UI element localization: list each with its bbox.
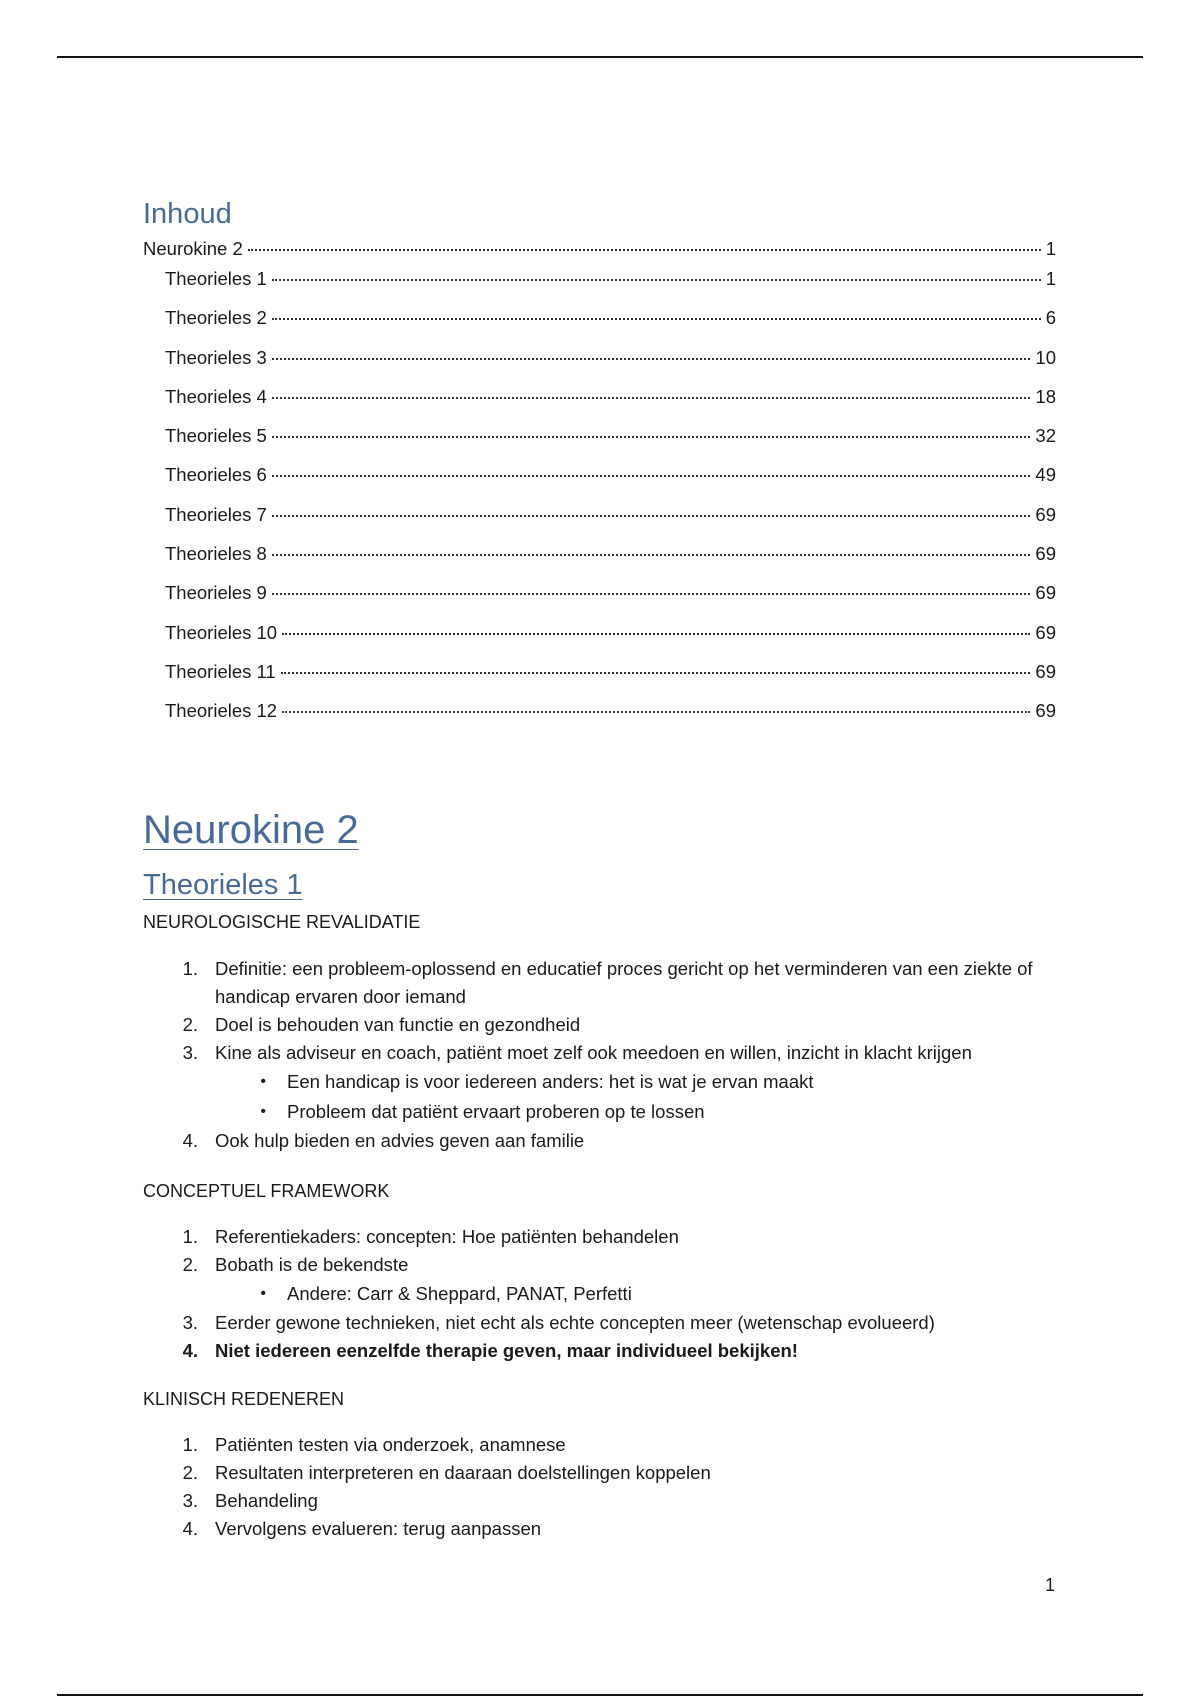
- document-heading-2: Theorieles 1: [143, 869, 303, 901]
- toc-entry-title: Theorieles 11: [165, 660, 276, 682]
- section-label: NEUROLOGISCHE REVALIDATIE: [143, 912, 421, 932]
- bullet-text: Andere: Carr & Sheppard, PANAT, Perfetti: [287, 1283, 632, 1304]
- toc-leader: [281, 672, 1031, 674]
- toc-entry-title: Theorieles 1: [165, 268, 267, 289]
- toc-entry-title: Theorieles 12: [165, 700, 278, 722]
- toc-entry-page: 69: [1035, 543, 1056, 565]
- toc-entry-title: Theorieles 9: [165, 582, 267, 604]
- toc-entry[interactable]: [143, 425, 1056, 464]
- list-text: Resultaten interpreteren en daaraan doelstellingen koppelen: [215, 1462, 711, 1483]
- list-text: Definitie: een probleem-oplossend en educatief proces gericht op het verminderen van een ziekte of handicap ervaren door iemand: [215, 958, 1033, 1007]
- toc-entry-title: Theorieles 5: [165, 425, 267, 447]
- document-heading-1: Neurokine 2: [143, 808, 359, 852]
- toc-entry-page: 10: [1035, 346, 1056, 368]
- list-number: 4.: [182, 1518, 198, 1539]
- toc-leader: [272, 358, 1031, 360]
- toc-entry-page: 18: [1035, 385, 1056, 407]
- toc-leader: [272, 593, 1031, 595]
- toc-entry[interactable]: [143, 700, 1056, 739]
- page-top-rule: [57, 56, 1143, 58]
- toc-entry[interactable]: [143, 582, 1056, 621]
- list-item: [143, 955, 1083, 1011]
- bullet-item: [143, 1067, 1083, 1097]
- toc-leader: [248, 249, 1041, 251]
- list-item: [143, 1251, 1083, 1279]
- list-text: Referentiekaders: concepten: Hoe patiënten behandelen: [215, 1226, 679, 1247]
- toc-entry-page: 69: [1035, 700, 1056, 722]
- toc-entry[interactable]: [143, 347, 1056, 386]
- bullet-text: Een handicap is voor iedereen anders: het is wat je ervan maakt: [287, 1071, 814, 1092]
- toc-leader: [282, 711, 1030, 713]
- bullet-icon: •: [260, 1073, 266, 1090]
- toc-entry-page: 69: [1035, 621, 1056, 643]
- toc-entry[interactable]: [143, 268, 1056, 307]
- list-number: 1.: [182, 958, 198, 979]
- toc-leader: [272, 554, 1031, 556]
- list-number: 4.: [182, 1340, 198, 1361]
- list-item: [143, 1487, 1083, 1515]
- numbered-list: [143, 1223, 1083, 1365]
- list-number: 3.: [182, 1490, 198, 1511]
- toc-entry[interactable]: [143, 307, 1056, 346]
- list-text: Bobath is de bekendste: [215, 1254, 409, 1275]
- list-number: 1.: [182, 1434, 198, 1455]
- toc-entry-page: 1: [1045, 238, 1056, 259]
- toc-entry-title: Theorieles 3: [165, 346, 267, 368]
- toc-leader: [272, 318, 1041, 320]
- list-text: Kine als adviseur en coach, patiënt moet zelf ook meedoen en willen, inzicht in klacht krijgen: [215, 1042, 972, 1063]
- toc-entry-page: 69: [1035, 582, 1056, 604]
- list-text: Behandeling: [215, 1490, 318, 1511]
- toc-entry-title: Theorieles 2: [165, 307, 267, 329]
- list-number: 2.: [182, 1254, 198, 1275]
- toc-entry[interactable]: [143, 504, 1056, 543]
- list-item: [143, 1309, 1083, 1337]
- toc-entry[interactable]: [143, 386, 1056, 425]
- section-label: CONCEPTUEL FRAMEWORK: [143, 1181, 390, 1201]
- toc-leader: [272, 397, 1031, 399]
- list-text: Niet iedereen eenzelfde therapie geven, maar individueel bekijken!: [215, 1340, 798, 1361]
- list-item: [143, 1431, 1083, 1459]
- list-number: 2.: [182, 1462, 198, 1483]
- list-item: [143, 1459, 1083, 1487]
- list-item: [143, 1011, 1083, 1039]
- toc-leader: [272, 279, 1041, 281]
- section-label: KLINISCH REDENEREN: [143, 1389, 345, 1409]
- toc-entry[interactable]: [143, 661, 1056, 700]
- list-number: 1.: [182, 1226, 198, 1247]
- numbered-list: [143, 1431, 1083, 1543]
- list-item: [143, 1515, 1083, 1543]
- toc-entry-page: 6: [1045, 307, 1056, 329]
- toc-entry-title: Theorieles 8: [165, 543, 267, 565]
- table-of-contents: [143, 238, 1056, 740]
- toc-entry-page: 49: [1035, 464, 1056, 486]
- list-number: 4.: [182, 1130, 198, 1151]
- list-item: [143, 1223, 1083, 1251]
- list-text: Vervolgens evalueren: terug aanpassen: [215, 1518, 542, 1539]
- toc-leader: [272, 515, 1031, 517]
- toc-entry-title: Theorieles 6: [165, 464, 267, 486]
- bullet-icon: •: [260, 1103, 266, 1120]
- bullet-item: [143, 1279, 1083, 1309]
- toc-entry[interactable]: [143, 464, 1056, 503]
- toc-entry-page: 69: [1035, 503, 1056, 525]
- toc-entry[interactable]: [143, 622, 1056, 661]
- toc-leader: [282, 633, 1030, 635]
- toc-entry-title: Theorieles 7: [165, 503, 267, 525]
- numbered-list: [143, 955, 1083, 1155]
- toc-entry-page: 69: [1035, 660, 1056, 682]
- bullet-icon: •: [260, 1285, 266, 1302]
- page-bottom-rule: [57, 1694, 1143, 1696]
- page-number: 1: [1044, 1575, 1055, 1595]
- toc-leader: [272, 436, 1031, 438]
- list-text: Ook hulp bieden en advies geven aan familie: [215, 1130, 585, 1151]
- bullet-item: [143, 1097, 1083, 1127]
- list-number: 3.: [182, 1312, 198, 1333]
- toc-leader: [272, 475, 1031, 477]
- toc-entry-title: Theorieles 10: [165, 621, 278, 643]
- list-item: [143, 1039, 1083, 1067]
- toc-entry-title: Neurokine 2: [143, 238, 243, 259]
- toc-entry-page: 1: [1045, 268, 1056, 289]
- toc-entry[interactable]: [143, 238, 1056, 268]
- list-item: [143, 1127, 1083, 1155]
- toc-entry-page: 32: [1035, 425, 1056, 447]
- list-text: Patiënten testen via onderzoek, anamnese: [215, 1434, 566, 1455]
- list-number: 2.: [182, 1014, 198, 1035]
- toc-entry[interactable]: [143, 543, 1056, 582]
- toc-entry-title: Theorieles 4: [165, 385, 267, 407]
- list-number: 3.: [182, 1042, 198, 1063]
- toc-heading: Inhoud: [143, 198, 232, 230]
- list-item: [143, 1337, 1083, 1365]
- bullet-text: Probleem dat patiënt ervaart proberen op te lossen: [287, 1101, 705, 1122]
- list-text: Doel is behouden van functie en gezondheid: [215, 1014, 581, 1035]
- list-text: Eerder gewone technieken, niet echt als echte concepten meer (wetenschap evolueerd): [215, 1312, 935, 1333]
